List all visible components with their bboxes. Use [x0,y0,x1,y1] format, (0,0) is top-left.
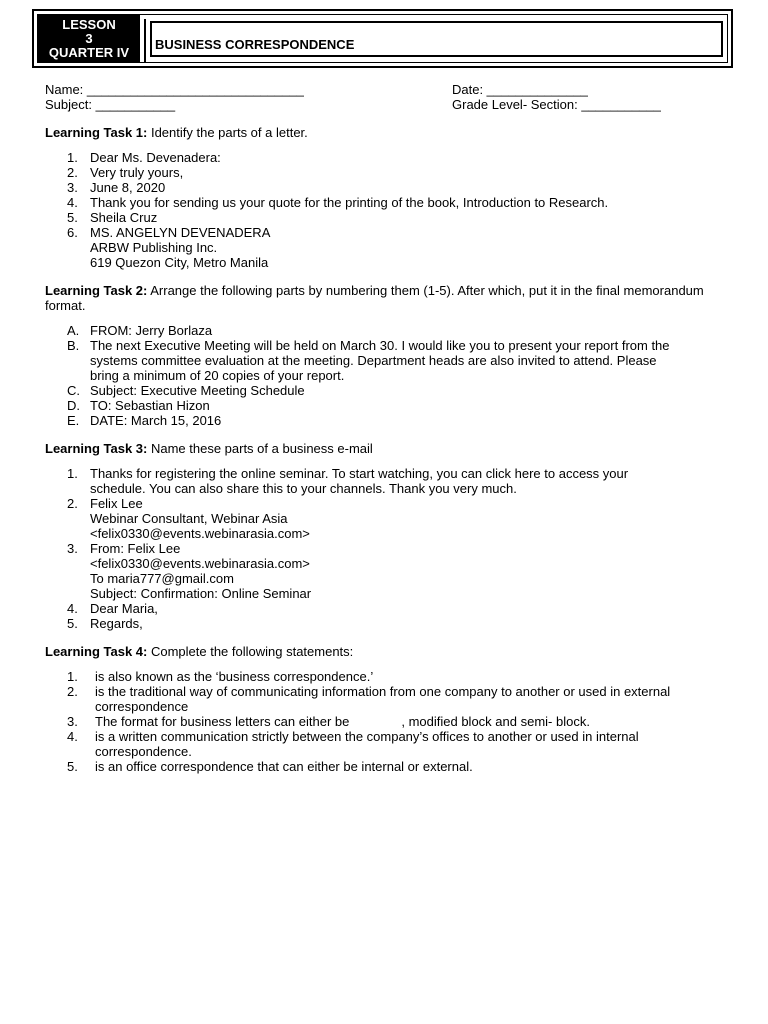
list-item [45,225,735,270]
item-text: Dear Ms. Devenadera: [90,150,221,165]
item-text: TO: Sebastian Hizon [90,398,210,413]
item-marker: 3. [67,714,78,729]
item-text: schedule. You can also share this to your channels. Thank you very much. [90,481,517,496]
list-item [45,759,735,774]
item-marker: 2. [67,496,78,511]
item-text: MS. ANGELYN DEVENADERA [90,225,271,240]
item-marker: B. [67,338,80,353]
title-box [150,21,723,57]
item-marker: E. [67,413,80,428]
lesson-number: 3 [85,30,93,46]
item-text: The format for business letters can either be [95,714,350,729]
list-item [45,210,735,225]
item-text: Thanks for registering the online seminar. To start watching, you can click here to access your [90,466,629,481]
header-divider [144,19,146,62]
list-item [45,180,735,195]
page-title: BUSINESS CORRESPONDENCE [155,37,355,52]
item-text: To maria777@gmail.com [90,571,234,586]
item-marker: C. [67,383,80,398]
learning-task-3 [45,441,735,631]
item-text: correspondence. [95,744,192,759]
task-label: Learning Task 3: [45,441,148,456]
item-text: , modified block and semi- block. [401,714,590,729]
student-fields [45,82,735,112]
task-items [45,150,735,270]
item-text: Thank you for sending us your quote for the printing of the book, Introduction to Research. [90,195,609,210]
task-heading [45,125,735,140]
list-item [45,466,735,496]
task-instruction: Identify the parts of a letter. [147,125,308,140]
task-instruction: Arrange the following parts by numbering them (1-5). After which, put it in the final memorandum format. [45,283,704,313]
item-text: Felix Lee [90,496,143,511]
task-items [45,466,735,631]
grade-section-field[interactable]: Grade Level- Section: ___________ [452,97,661,112]
item-marker: 2. [67,684,78,699]
list-item [45,195,735,210]
item-text: FROM: Jerry Borlaza [90,323,213,338]
item-marker: 4. [67,601,78,616]
item-text: June 8, 2020 [90,180,166,195]
lesson-header [32,9,733,68]
list-item [45,413,735,428]
list-item [45,165,735,180]
list-item [45,323,735,338]
item-text: Sheila Cruz [90,210,158,225]
item-text: DATE: March 15, 2016 [90,413,222,428]
learning-tasks [45,125,735,774]
item-text: 619 Quezon City, Metro Manila [90,255,269,270]
item-text: is the traditional way of communicating information from one company to another or used in external [95,684,671,699]
item-text: <felix0330@events.webinarasia.com> [90,556,310,571]
list-item [45,338,735,383]
item-text: The next Executive Meeting will be held on March 30. I would like you to present your report from the [90,338,670,353]
item-text: Subject: Confirmation: Online Seminar [90,586,312,601]
item-marker: 4. [67,729,78,744]
item-text: From: Felix Lee [90,541,181,556]
task-instruction: Complete the following statements: [147,644,354,659]
item-marker: 5. [67,759,78,774]
item-marker: 1. [67,669,78,684]
item-text: is a written communication strictly between the company’s offices to another or used in internal [95,729,639,744]
item-text: is also known as the ‘business correspondence.’ [95,669,374,684]
item-text: Very truly yours, [90,165,184,180]
item-marker: 6. [67,225,78,240]
learning-task-1 [45,125,735,270]
item-marker: 3. [67,180,78,195]
worksheet-body [45,82,735,774]
item-marker: 5. [67,616,78,631]
name-field[interactable]: Name: ______________________________ [45,82,304,97]
item-marker: A. [67,323,80,338]
task-label: Learning Task 1: [45,125,148,140]
item-marker: 2. [67,165,78,180]
list-item [45,601,735,616]
lesson-badge [38,15,140,62]
item-text: bring a minimum of 20 copies of your report. [90,368,345,383]
task-instruction: Name these parts of a business e-mail [147,441,373,456]
task-items [45,323,735,428]
quarter-label: QUARTER IV [48,44,130,60]
list-item [45,684,735,714]
item-marker: 4. [67,195,78,210]
task-heading [45,283,735,313]
list-item [45,729,735,759]
list-item [45,714,735,729]
list-item [45,398,735,413]
task-items [45,669,735,774]
item-marker: 1. [67,466,78,481]
task-label: Learning Task 2: [45,283,148,298]
item-text: Webinar Consultant, Webinar Asia [90,511,288,526]
task-heading [45,441,735,456]
item-text: ARBW Publishing Inc. [90,240,218,255]
list-item [45,669,735,684]
item-text: Dear Maria, [90,601,158,616]
item-text: Subject: Executive Meeting Schedule [90,383,305,398]
learning-task-4 [45,644,735,774]
item-marker: 5. [67,210,78,225]
date-field[interactable]: Date: ______________ [452,82,588,97]
learning-task-2 [45,283,735,428]
list-item [45,383,735,398]
list-item [45,616,735,631]
list-item [45,541,735,601]
item-marker: 1. [67,150,78,165]
item-text: <felix0330@events.webinarasia.com> [90,526,310,541]
item-marker: D. [67,398,80,413]
item-text: systems committee evaluation at the meeting. Department heads are also invited to attend. Please [90,353,657,368]
subject-field[interactable]: Subject: ___________ [45,97,176,112]
item-text: Regards, [90,616,143,631]
task-heading [45,644,735,659]
item-text: correspondence [95,699,189,714]
item-marker: 3. [67,541,78,556]
lesson-label: LESSON [62,16,116,32]
list-item [45,496,735,541]
header-frame [37,14,728,63]
task-label: Learning Task 4: [45,644,148,659]
item-text: is an office correspondence that can either be internal or external. [95,759,473,774]
list-item [45,150,735,165]
